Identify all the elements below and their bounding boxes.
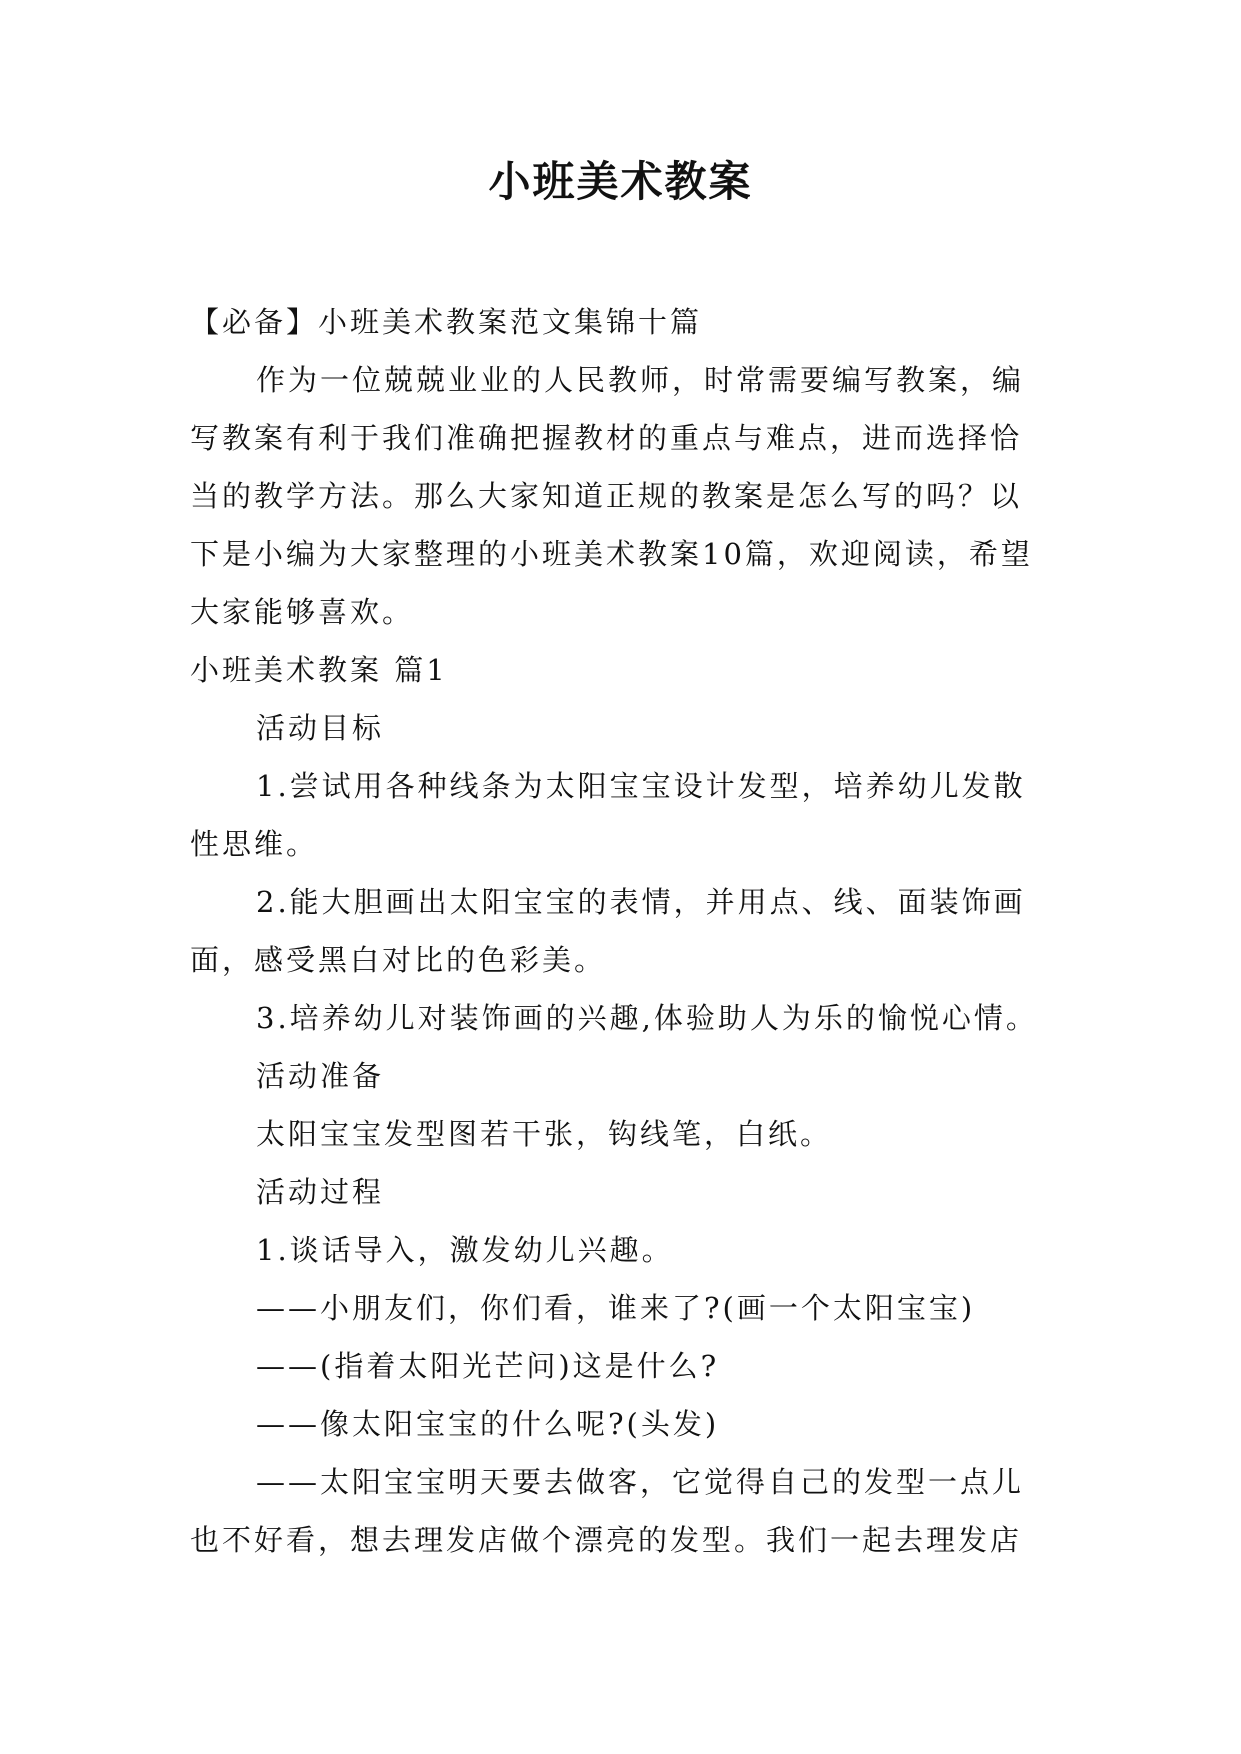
document-body	[190, 293, 1050, 1569]
dialogue-line: ——小朋友们，你们看，谁来了?(画一个太阳宝宝)	[256, 1291, 976, 1325]
document-title: 小班美术教案	[488, 157, 753, 206]
objective-item: 1.尝试用各种线条为太阳宝宝设计发型，培养幼儿发散性思维。	[190, 769, 1026, 861]
section-heading: 小班美术教案 篇1	[190, 653, 448, 687]
dialogue-line: ——像太阳宝宝的什么呢?(头发)	[256, 1407, 720, 1441]
preparation-heading: 活动准备	[256, 1059, 385, 1093]
document-subtitle: 【必备】小班美术教案范文集锦十篇	[190, 305, 703, 339]
objective-item: 3.培养幼儿对装饰画的兴趣,体验助人为乐的愉悦心情。	[256, 1001, 1038, 1035]
preparation-text: 太阳宝宝发型图若干张，钩线笔，白纸。	[256, 1117, 833, 1151]
intro-paragraph: 作为一位兢兢业业的人民教师，时常需要编写教案，编写教案有利于我们准确把握教材的重点与难点，进而选择恰当的教学方法。那么大家知道正规的教案是怎么写的吗？以下是小编为大家整理的小班美术教案10篇，欢迎阅读，希望大家能够喜欢。	[190, 363, 1033, 629]
process-step: 1.谈话导入，激发幼儿兴趣。	[256, 1233, 674, 1267]
process-heading: 活动过程	[256, 1175, 385, 1209]
dialogue-line: ——太阳宝宝明天要去做客，它觉得自己的发型一点儿也不好看，想去理发店做个漂亮的发型。我们一起去理发店	[190, 1465, 1025, 1557]
dialogue-line: ——(指着太阳光芒问)这是什么?	[256, 1349, 720, 1383]
objective-item: 2.能大胆画出太阳宝宝的表情，并用点、线、面装饰画面，感受黑白对比的色彩美。	[190, 885, 1026, 977]
objectives-heading: 活动目标	[256, 711, 385, 745]
